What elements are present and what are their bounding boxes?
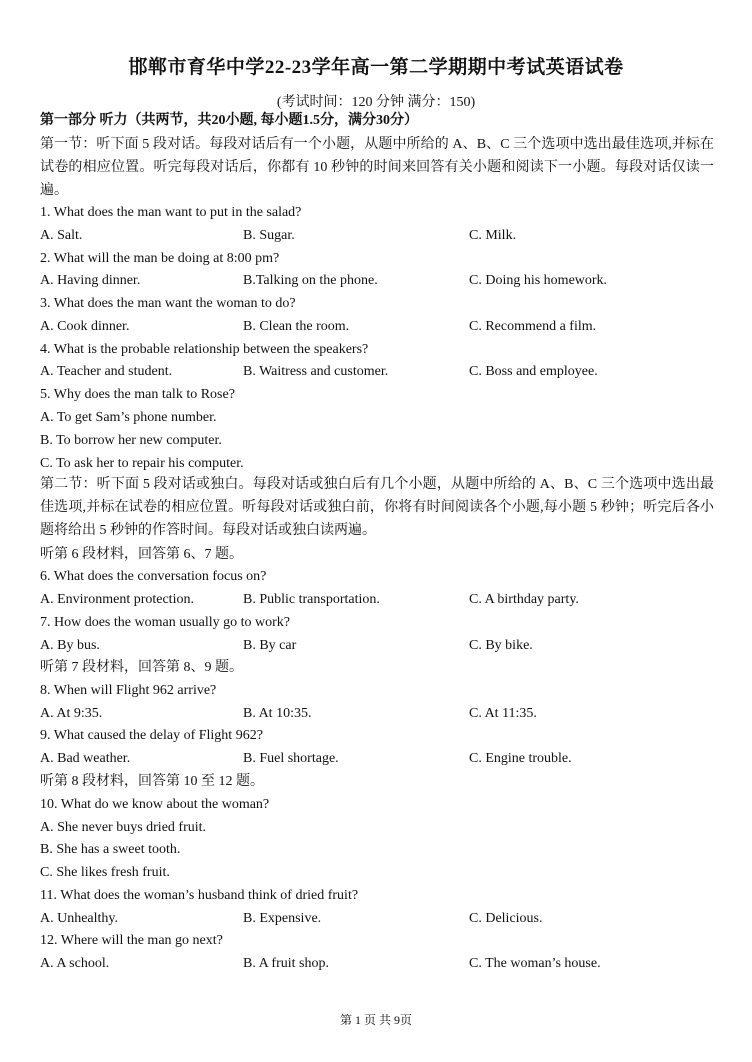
- q7-option-c: C. By bike.: [469, 638, 533, 653]
- q1-option-a: A. Salt.: [40, 228, 83, 243]
- exam-subtitle: (考试时间：120 分钟 满分：150): [276, 95, 476, 110]
- section1-instructions: 第一节：听下面 5 段对话。每段对话后有一个小题，从题中所给的 A、B、C 三个选项中选出最佳选项,并标在试卷的相应位置。听完每段对话后，你都有 10 秒钟的时间来回答有关小题和阅读下一小题。每段对话仅读一遍。: [40, 137, 714, 198]
- q3-option-b: B. Clean the room.: [243, 319, 350, 334]
- section2-instructions: 第二节：听下面 5 段对话或独白。每段对话或独白后有几个小题，从题中所给的 A、B、C 三个选项中选出最佳选项,并标在试卷的相应位置。听每段对话或独白前，你将有时间阅读各个小题,每小题 5 秒钟；听完后各小题将给出 5 秒钟的作答时间。每段对话或独白读两遍。: [40, 477, 714, 538]
- question-3: 3. What does the man want the woman to do?: [40, 296, 296, 311]
- q12-option-a: A. A school.: [40, 956, 110, 971]
- q10-option-c: C. She likes fresh fruit.: [40, 865, 170, 880]
- q12-option-b: B. A fruit shop.: [243, 956, 329, 971]
- q2-option-a: A. Having dinner.: [40, 273, 141, 288]
- q5-option-c: C. To ask her to repair his computer.: [40, 456, 244, 471]
- q6-option-b: B. Public transportation.: [243, 592, 380, 607]
- q5-option-b: B. To borrow her new computer.: [40, 433, 222, 448]
- q9-option-a: A. Bad weather.: [40, 751, 131, 766]
- page-number: 第 1 页 共 9页: [339, 1013, 412, 1027]
- q3-option-c: C. Recommend a film.: [469, 319, 597, 334]
- material-6-note: 听第 6 段材料，回答第 6、7 题。: [40, 547, 243, 562]
- q7-option-b: B. By car: [243, 638, 297, 653]
- q11-option-b: B. Expensive.: [243, 911, 322, 926]
- q6-option-c: C. A birthday party.: [469, 592, 579, 607]
- q7-option-a: A. By bus.: [40, 638, 100, 653]
- question-7: 7. How does the woman usually go to work?: [40, 615, 291, 630]
- question-12: 12. Where will the man go next?: [40, 933, 223, 948]
- material-8-note: 听第 8 段材料，回答第 10 至 12 题。: [40, 774, 264, 789]
- q2-option-b: B.Talking on the phone.: [243, 273, 378, 288]
- q4-option-c: C. Boss and employee.: [469, 364, 598, 379]
- question-4: 4. What is the probable relationship between the speakers?: [40, 342, 369, 357]
- q2-option-c: C. Doing his homework.: [469, 273, 608, 288]
- material-7-note: 听第 7 段材料，回答第 8、9 题。: [40, 660, 243, 675]
- q8-option-c: C. At 11:35.: [469, 706, 537, 721]
- q8-option-a: A. At 9:35.: [40, 706, 103, 721]
- question-9: 9. What caused the delay of Flight 962?: [40, 728, 263, 743]
- q10-option-b: B. She has a sweet tooth.: [40, 842, 181, 857]
- question-10: 10. What do we know about the woman?: [40, 797, 270, 812]
- q1-option-c: C. Milk.: [469, 228, 517, 243]
- part1-heading: 第一部分 听力（共两节，共20小题, 每小题1.5分，满分30分）: [40, 113, 418, 128]
- q6-option-a: A. Environment protection.: [40, 592, 194, 607]
- q12-option-c: C. The woman’s house.: [469, 956, 601, 971]
- q8-option-b: B. At 10:35.: [243, 706, 312, 721]
- q4-option-b: B. Waitress and customer.: [243, 364, 389, 379]
- question-5: 5. Why does the man talk to Rose?: [40, 387, 235, 402]
- question-11: 11. What does the woman’s husband think of dried fruit?: [40, 888, 359, 903]
- question-1: 1. What does the man want to put in the salad?: [40, 205, 302, 220]
- question-8: 8. When will Flight 962 arrive?: [40, 683, 217, 698]
- q11-option-c: C. Delicious.: [469, 911, 543, 926]
- exam-title: 邯郸市育华中学22-23学年高一第二学期期中考试英语试卷: [128, 57, 624, 78]
- q5-option-a: A. To get Sam’s phone number.: [40, 410, 217, 425]
- q9-option-b: B. Fuel shortage.: [243, 751, 339, 766]
- q4-option-a: A. Teacher and student.: [40, 364, 173, 379]
- q9-option-c: C. Engine trouble.: [469, 751, 572, 766]
- q1-option-b: B. Sugar.: [243, 228, 295, 243]
- question-2: 2. What will the man be doing at 8:00 pm?: [40, 251, 280, 266]
- question-6: 6. What does the conversation focus on?: [40, 569, 267, 584]
- q11-option-a: A. Unhealthy.: [40, 911, 119, 926]
- q10-option-a: A. She never buys dried fruit.: [40, 820, 207, 835]
- q3-option-a: A. Cook dinner.: [40, 319, 130, 334]
